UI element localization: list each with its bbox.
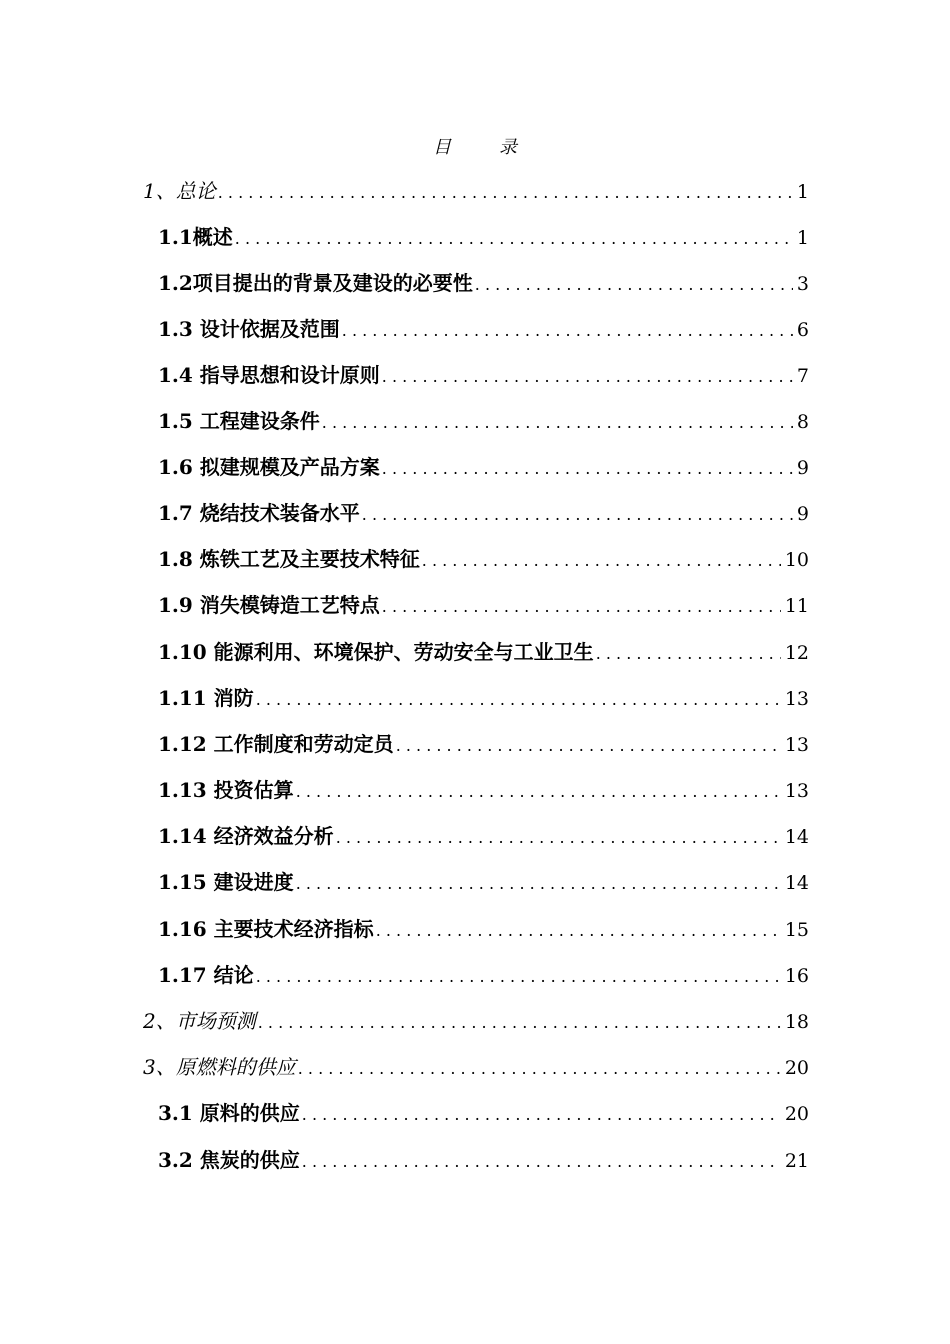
toc-entry-label: 1.17 结论	[158, 963, 254, 987]
toc-entry-page: 13	[784, 734, 809, 756]
toc-entry-page: 13	[784, 688, 809, 710]
dot-leader	[322, 408, 793, 438]
toc-entry-label: 1.2项目提出的背景及建设的必要性	[158, 271, 473, 295]
toc-entry-label: 3.1 原料的供应	[158, 1101, 300, 1125]
toc-entry-label: 1.15 建设进度	[158, 870, 294, 894]
toc-entry[interactable]	[158, 360, 809, 390]
toc-entry[interactable]	[158, 867, 809, 897]
toc-entry[interactable]	[158, 268, 809, 298]
toc-entry[interactable]	[158, 637, 809, 667]
toc-entry-label: 1.10 能源利用、环境保护、劳动安全与工业卫生	[158, 640, 594, 664]
toc-entry-label: 1.1概述	[158, 225, 233, 249]
toc-entry-label: 1.8 炼铁工艺及主要技术特征	[158, 547, 420, 571]
dot-leader	[382, 454, 793, 484]
dot-leader	[596, 639, 781, 669]
toc-entry[interactable]	[143, 1006, 809, 1036]
toc-entry[interactable]	[158, 590, 809, 620]
toc-entry-label: 1.4 指导思想和设计原则	[158, 363, 380, 387]
toc-entry-label: 1.6 拟建规模及产品方案	[158, 455, 380, 479]
toc-entry-label: 1.9 消失模铸造工艺特点	[158, 593, 380, 617]
toc-entry-page: 14	[784, 872, 809, 894]
dot-leader	[256, 962, 781, 992]
toc-entry-page: 6	[796, 319, 809, 341]
toc-title-left: 目	[433, 137, 451, 158]
dot-leader	[342, 316, 793, 346]
toc-entry-page: 12	[784, 642, 809, 664]
toc-entry-label: 2、市场预测	[143, 1009, 256, 1033]
toc-entry-page: 21	[784, 1150, 809, 1172]
toc-entry-label: 3、原燃料的供应	[143, 1055, 296, 1079]
toc-entry-page: 8	[796, 411, 809, 433]
toc-entry-page: 1	[796, 227, 809, 249]
toc-entry-page: 9	[796, 503, 809, 525]
dot-leader	[302, 1100, 781, 1130]
toc-entry-page: 14	[784, 826, 809, 848]
toc-entry[interactable]	[158, 729, 809, 759]
dot-leader	[362, 500, 793, 530]
toc-entry-label: 3.2 焦炭的供应	[158, 1148, 300, 1172]
toc-entry[interactable]	[158, 683, 809, 713]
toc-entry[interactable]	[158, 1145, 809, 1175]
toc-entry-page: 11	[784, 595, 809, 617]
toc-entry[interactable]	[158, 452, 809, 482]
toc-entry-page: 1	[796, 181, 809, 203]
dot-leader	[258, 1008, 781, 1038]
toc-entry-label: 1.5 工程建设条件	[158, 409, 320, 433]
toc-entry[interactable]	[158, 821, 809, 851]
toc-entry-page: 3	[796, 273, 809, 295]
toc-entry[interactable]	[158, 544, 809, 574]
toc-entry-label: 1、总论	[143, 179, 216, 203]
toc-entry-page: 20	[784, 1057, 809, 1079]
toc-entry[interactable]	[158, 775, 809, 805]
toc-entry[interactable]	[158, 222, 809, 252]
dot-leader	[422, 546, 781, 576]
toc-entry-page: 10	[784, 549, 809, 571]
toc-entry-label: 1.7 烧结技术装备水平	[158, 501, 360, 525]
toc-entry[interactable]	[158, 498, 809, 528]
toc-entry[interactable]	[158, 1098, 809, 1128]
toc-entry-page: 18	[784, 1011, 809, 1033]
dot-leader	[235, 224, 793, 254]
toc-entry[interactable]	[143, 176, 809, 206]
toc-title	[0, 133, 950, 159]
dot-leader	[382, 592, 781, 622]
toc-entry[interactable]	[158, 314, 809, 344]
dot-leader	[296, 869, 781, 899]
toc-entry-label: 1.11 消防	[158, 686, 254, 710]
toc-entry-page: 20	[784, 1103, 809, 1125]
toc-entry-page: 16	[784, 965, 809, 987]
toc-entry-label: 1.16 主要技术经济指标	[158, 917, 374, 941]
toc-entry-label: 1.13 投资估算	[158, 778, 294, 802]
toc-entry-page: 15	[784, 919, 809, 941]
dot-leader	[336, 823, 781, 853]
toc-entry[interactable]	[158, 406, 809, 436]
toc-entry-label: 1.14 经济效益分析	[158, 824, 334, 848]
dot-leader	[475, 270, 793, 300]
toc-entry-label: 1.3 设计依据及范围	[158, 317, 340, 341]
toc-entry-page: 7	[796, 365, 809, 387]
dot-leader	[376, 916, 781, 946]
toc-title-right: 录	[499, 137, 517, 158]
dot-leader	[302, 1147, 781, 1177]
dot-leader	[298, 1054, 781, 1084]
dot-leader	[296, 777, 781, 807]
toc-entry-page: 9	[796, 457, 809, 479]
toc-entry[interactable]	[158, 960, 809, 990]
toc-entry-page: 13	[784, 780, 809, 802]
toc-entry-label: 1.12 工作制度和劳动定员	[158, 732, 394, 756]
dot-leader	[218, 178, 793, 208]
dot-leader	[382, 362, 793, 392]
dot-leader	[256, 685, 781, 715]
dot-leader	[396, 731, 781, 761]
toc-entry[interactable]	[158, 914, 809, 944]
toc-entry[interactable]	[143, 1052, 809, 1082]
